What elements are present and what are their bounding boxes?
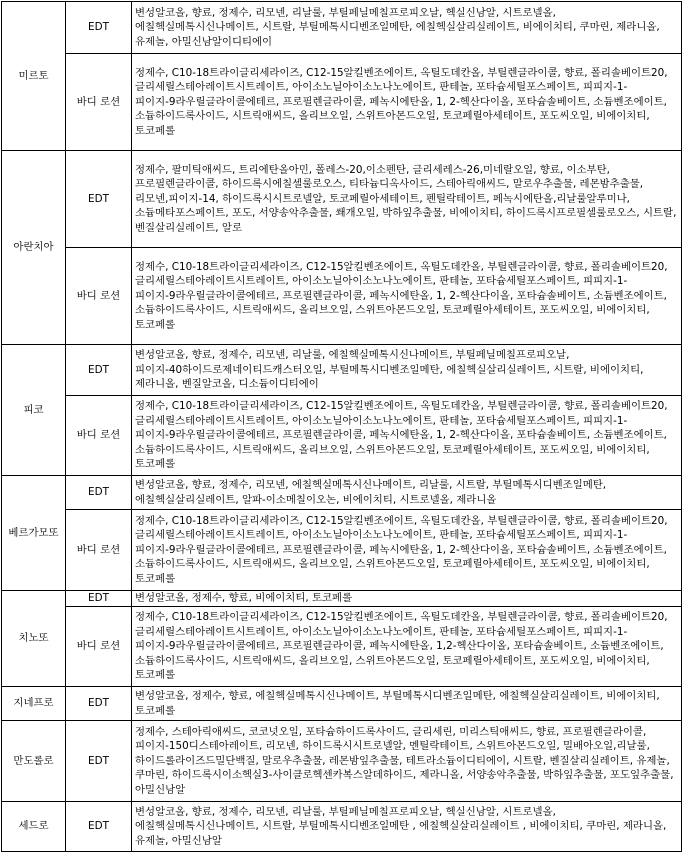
- product-type: EDT: [66, 687, 132, 721]
- ingredients-cell: 변성알코올, 향료, 정제수, 리모넨, 에칠헥실메톡시신나메이트, 리날룰, 시트랄, 부틸메톡시디벤조일메탄, 에칠헥실살리실레이트, 알파-이소메칠이오논, 비에이치티, 시트로넬올, 제라니올: [132, 476, 682, 510]
- ingredients-cell: 정제수, 스테아릭애씨드, 코코넛오일, 포타슘하이드록사이드, 글리세린, 미리스틱애씨드, 향료, 프로필렌글라이콜, 피이지-150디스테아레이트, 리모넨, 하이드록시시트로넬알, 멘틸락테이트, 스위트아몬드오일, 밀배아오일,리날룰, 하이드롤라이즈드밀단백질, 말로우추출물, 레몬밤잎추출물, 테트라소듐이디티에이, 시트랄, 벤질살리실레이트, 유제놀, 쿠마린, 하이드록시이소헥실3-사이클로헥센카복스알데하이드, 제라니올, 서양송악추출물, 박하잎추출물, 포도잎추출물, 아밀신남알: [132, 721, 682, 802]
- ingredients-cell: 정제수, C10-18트라이글리세라이즈, C12-15알킬벤조에이트, 옥틸도데칸올, 부틸렌글라이콜, 향료, 폴리솔베이트20, 글리세릴스테아레이트시트레이트, 아이소노닐아이소노나노에이트, 판테놀, 포타슘세틸포스페이트, 피피지-1-피이지-9라우릴글라이콜에테르, 프로필렌글라이콜, 페녹시에탄올, 1, 2-헥산다이올, 포타슘솔베이트, 소듐벤조에이트, 소듐하이드록사이드, 시트릭애씨드, 올리브오일, 스위트아몬드오일, 토코페릴아세테이트, 포도씨오일, 비에이치티, 토코페롤: [132, 510, 682, 591]
- ingredients-table: [1, 1, 682, 852]
- product-name-mandorlo: 만도롤로: [2, 721, 66, 802]
- ingredients-cell: 변성알코올, 정제수, 향료, 에칠헥실메톡시신나메이트, 부틸메톡시디벤조일메탄, 에칠헥실살리실레이트, 비에이치티, 토코페롤: [132, 687, 682, 721]
- table-row: [2, 54, 682, 151]
- table-row: [2, 687, 682, 721]
- product-type: 바디 로션: [66, 510, 132, 591]
- ingredients-cell: 변성알코올, 향료, 정제수, 리모넨, 리날룰, 에칠헥실메톡시신나메이트, 부틸페닐메칠프로피오날, 피이지-40하이드로제네이티드캐스터오일, 부틸메톡시디벤조일메탄, 에칠헥실살리실레이트, 시트랄, 비에이치티, 제라니올, 벤질알코올, 디소듐이디티에이: [132, 345, 682, 396]
- product-type: 바디 로션: [66, 607, 132, 687]
- ingredients-cell: 정제수, C10-18트라이글리세라이즈, C12-15알킬벤조에이트, 옥틸도데칸올, 부틸렌글라이콜, 향료, 폴리솔베이트20, 글리세릴스테아레이트시트레이트, 아이소노닐아이소노나노에이트, 판테놀, 포타슘세틸포스페이트, 피피지-1-피이지-9라우릴글라이콜에테르, 프로필렌글라이콜, 페녹시에탄올, 1, 2-헥산다이올, 포타슘솔베이트, 소듐벤조에이트, 소듐하이드록사이드, 시트릭애씨드, 올리브오일, 스위트아몬드오일, 토코페릴아세테이트, 포도씨오일, 비에이치티, 토코페롤: [132, 54, 682, 151]
- table-row: [2, 607, 682, 687]
- product-type: EDT: [66, 802, 132, 852]
- product-type: 바디 로션: [66, 396, 132, 476]
- product-name-bergamotto: 베르가모또: [2, 476, 66, 591]
- table-row: [2, 248, 682, 345]
- product-type: EDT: [66, 345, 132, 396]
- table-row: [2, 476, 682, 510]
- table-row: [2, 396, 682, 476]
- product-name-cedro: 세드로: [2, 802, 66, 852]
- ingredients-cell: 변성알코올, 향료, 정제수, 리모넨, 리날룰, 부틸페닐메칠프로피오날, 헥실신남알, 시트로넬올, 에칠헥실메톡시신나메이트, 시트랄, 부틸메톡시디벤조일메탄, 에칠헥실살리실레이트, 비에이치티, 쿠마린, 제라니올, 유제놀, 아밀신남알이디티에이: [132, 2, 682, 54]
- table-row: [2, 345, 682, 396]
- ingredients-cell: 정제수, 팔미틱애씨드, 트리에탄올아민, 폴레스-20,이소펜탄, 글리세레스-26,미네랄오일, 향료, 이소부탄, 프로필렌글라이콜, 하이드록시에칠셀룰로오스, 티타늄디옥사이드, 스테아릭애씨드, 말로우추출물, 레몬밤추출물, 리모넨,피이지-14, 하이드록시시트로넬알, 토코페릴아세테이트, 펜틸락테이트, 페녹시에탄올,리날룰알루미나, 소듐메타포스페이트, 포도, 서양송악추출물, 쐐개오일, 박하잎추출물, 비에이치티, 하이드록시프로필셀룰로오스, 시트랄, 벤질살리실레이트, 알로: [132, 151, 682, 248]
- ingredients-cell: 정제수, C10-18트라이글리세라이즈, C12-15알킬벤조에이트, 옥틸도데칸올, 부틸렌글라이콜, 향료, 폴리솔베이트20, 글리세릴스테아레이트시트레이트, 아이소노닐아이소노나노에이트, 판테놀, 포타슘세틸포스페이트, 피피지-1-피이지-9라우릴글라이콜에테르, 프로필렌글라이콜, 페녹시에탄올, 1, 2-헥산다이올, 포타슘솔베이트, 소듐벤조에이트, 소듐하이드록사이드, 시트릭애씨드, 올리브오일, 스위트아몬드오일, 토코페릴아세테이트, 포도씨오일, 비에이치티, 토코페롤: [132, 396, 682, 476]
- product-type: EDT: [66, 721, 132, 802]
- table-row: [2, 802, 682, 852]
- product-name-arancia: 아란치아: [2, 151, 66, 345]
- product-name-ginepro: 지네프로: [2, 687, 66, 721]
- ingredients-cell: 변성알코올, 정제수, 향료, 비에이치티, 토코페롤: [132, 591, 682, 607]
- product-type: EDT: [66, 2, 132, 54]
- product-type: EDT: [66, 151, 132, 248]
- table-row: [2, 591, 682, 607]
- table-row: [2, 510, 682, 591]
- product-type: 바디 로션: [66, 248, 132, 345]
- product-name-mirto: 미르토: [2, 2, 66, 151]
- ingredients-cell: 정제수, C10-18트라이글리세라이즈, C12-15알킬벤조에이트, 옥틸도데칸올, 부틸렌글라이콜, 향료, 폴리솔베이트20, 글리세릴스테아레이트시트레이트, 아이소노닐아이소노나노에이트, 판테놀, 포타슘세틸포스페이트, 피피지-1-피이지-9라우릴글라이콜에테르, 프로필렌글라이콜, 페녹시에탄올, 1,2-헥산다이올, 포타슘솔베이트, 소듐벤조에이트, 소듐하이드록사이드, 시트릭애씨드, 올리브오일, 스위트아몬드오일, 토코페릴아세테이트, 포도씨오일, 비에이치티, 토코페롤: [132, 607, 682, 687]
- table-row: [2, 721, 682, 802]
- product-type: EDT: [66, 476, 132, 510]
- product-name-fico: 피코: [2, 345, 66, 476]
- product-type: 바디 로션: [66, 54, 132, 151]
- product-type: EDT: [66, 591, 132, 607]
- ingredients-cell: 변성알코올, 향료, 정제수, 리모넨, 리날룰, 부틸페닐메칠프로피오날, 헥실신남알, 시트로넬올, 에칠헥실메톡시신나메이트, 시트랄, 부틸메톡시디벤조일메탄 , 에칠헥실살리실레이트 , 비에이치티, 쿠마린, 제라니올, 유제놀, 아밀신남알: [132, 802, 682, 852]
- table-row: [2, 2, 682, 54]
- table-row: [2, 151, 682, 248]
- ingredients-cell: 정제수, C10-18트라이글리세라이즈, C12-15알킬벤조에이트, 옥틸도데칸올, 부틸렌글라이콜, 향료, 폴리솔베이트20, 글리세릴스테아레이트시트레이트, 아이소노닐아이소노나노에이트, 판테놀, 포타슘세틸포스페이트, 피피지-1-피이지-9라우릴글라이콜에테르, 프로필렌글라이콜, 페녹시에탄올, 1, 2-헥산다이올, 포타슘솔베이트, 소듐벤조에이트, 소듐하이드록사이드, 시트릭애씨드, 올리브오일, 스위트아몬드오일, 토코페릴아세테이트, 포도씨오일, 비에이치티, 토코페롤: [132, 248, 682, 345]
- product-name-chinotto: 치노또: [2, 591, 66, 687]
